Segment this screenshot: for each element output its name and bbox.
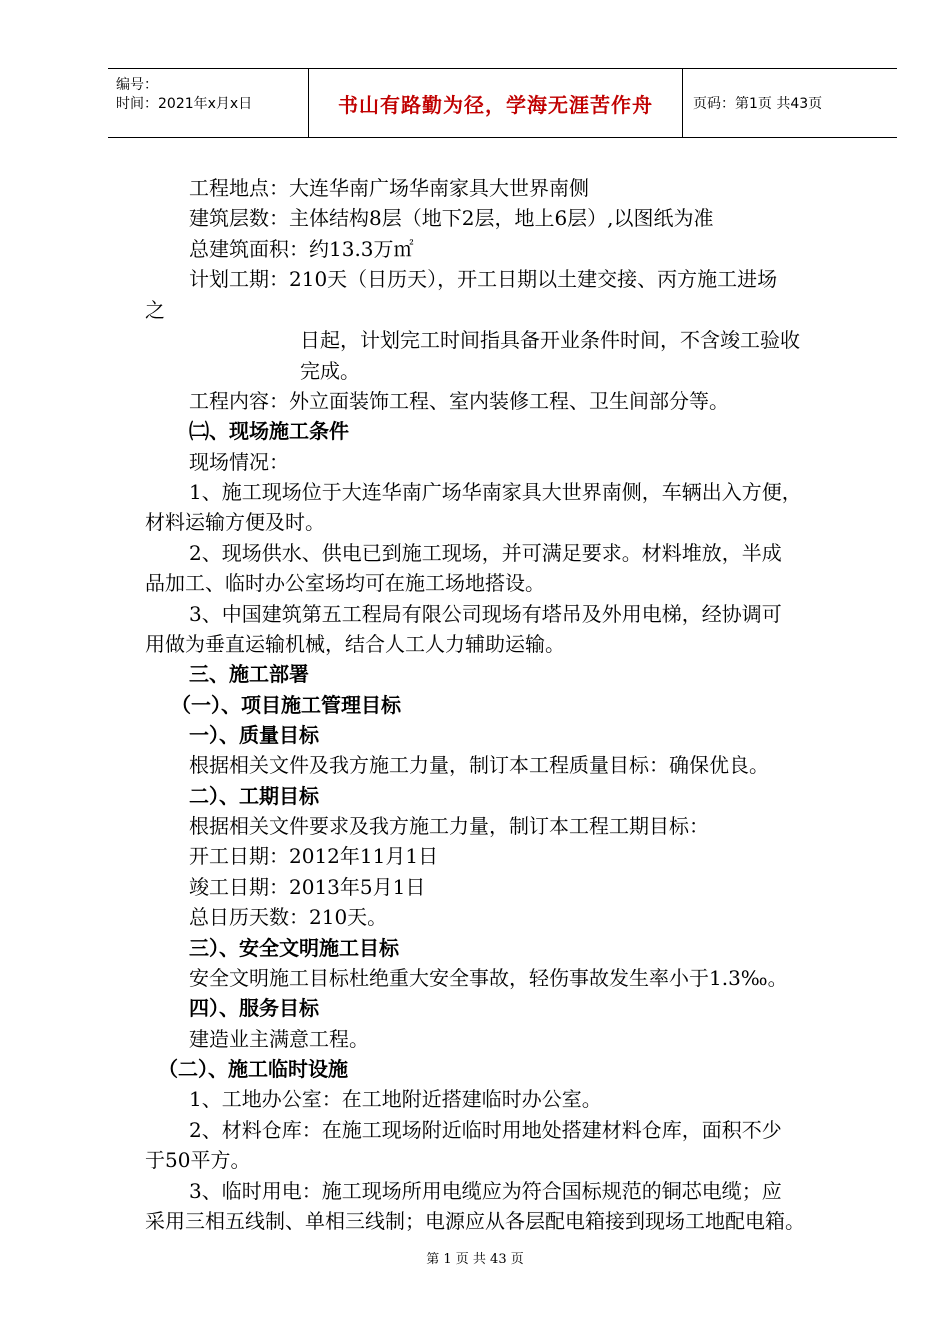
body-line: 日起，计划完工时间指具备开业条件时间，不含竣工验收 [300,328,800,352]
body-line: 总日历天数：210天。 [189,905,388,929]
section-heading: 三）、安全文明施工目标 [189,936,399,960]
page-footer: 第 1 页 共 43 页 [426,1252,524,1267]
header-meta [108,69,308,137]
body-line: 开工日期：2012年11月1日 [189,844,439,868]
body-line: 建造业主满意工程。 [189,1027,369,1051]
document-date: 时间：2021年x月x日 [116,96,253,112]
body-line: 用做为垂直运输机械，结合人工人力辅助运输。 [145,632,565,656]
body-line: 竣工日期：2013年5月1日 [189,875,426,899]
body-line: 完成。 [300,359,360,383]
section-heading: （一）、项目施工管理目标 [171,693,401,717]
body-line: 建筑层数：主体结构8层（地下2层，地上6层）,以图纸为准 [189,206,714,230]
section-heading: ㈡、现场施工条件 [189,419,349,443]
body-line: 1、工地办公室：在工地附近搭建临时办公室。 [189,1087,602,1111]
header-page-cell [683,69,897,137]
body-line: 根据相关文件及我方施工力量，制订本工程质量目标：确保优良。 [189,753,769,777]
body-line: 现场情况： [189,450,289,474]
section-heading: 二）、工期目标 [189,784,319,808]
body-line: 根据相关文件要求及我方施工力量，制订本工程工期目标： [189,814,709,838]
body-line: 总建筑面积：约13.3万㎡ [189,237,414,261]
body-line: 3、临时用电：施工现场所用电缆应为符合国标规范的铜芯电缆；应 [189,1179,782,1203]
document-number: 编号： [116,77,158,93]
body-line: 之 [145,298,165,322]
header-motto-cell [308,69,683,137]
body-line: 采用三相五线制、单相三线制；电源应从各层配电箱接到现场工地配电箱。 [145,1209,805,1233]
section-heading: 三、施工部署 [189,662,309,686]
body-line: 2、材料仓库：在施工现场附近临时用地处搭建材料仓库，面积不少 [189,1118,782,1142]
section-heading: 一）、质量目标 [189,723,319,747]
section-heading: （二）、施工临时设施 [158,1057,348,1081]
body-line: 1、施工现场位于大连华南广场华南家具大世界南侧，车辆出入方便， [189,480,802,504]
body-line: 工程内容：外立面装饰工程、室内装修工程、卫生间部分等。 [189,389,729,413]
body-line: 工程地点：大连华南广场华南家具大世界南侧 [189,176,589,200]
body-line: 安全文明施工目标杜绝重大安全事故，轻伤事故发生率小于1.3‰。 [189,966,788,990]
body-line: 3、中国建筑第五工程局有限公司现场有塔吊及外用电梯，经协调可 [189,602,782,626]
header-page-info: 页码：第1页 共43页 [693,96,823,112]
header-motto: 书山有路勤为径，学海无涯苦作舟 [338,93,653,117]
body-line: 于50平方。 [145,1148,251,1172]
section-heading: 四）、服务目标 [189,996,319,1020]
body-line: 品加工、临时办公室场均可在施工场地搭设。 [145,571,545,595]
page-header [108,68,897,138]
body-line: 2、现场供水、供电已到施工现场，并可满足要求。材料堆放，半成 [189,541,782,565]
body-line: 计划工期：210天（日历天），开工日期以土建交接、丙方施工进场 [189,267,778,291]
body-line: 材料运输方便及时。 [145,510,325,534]
